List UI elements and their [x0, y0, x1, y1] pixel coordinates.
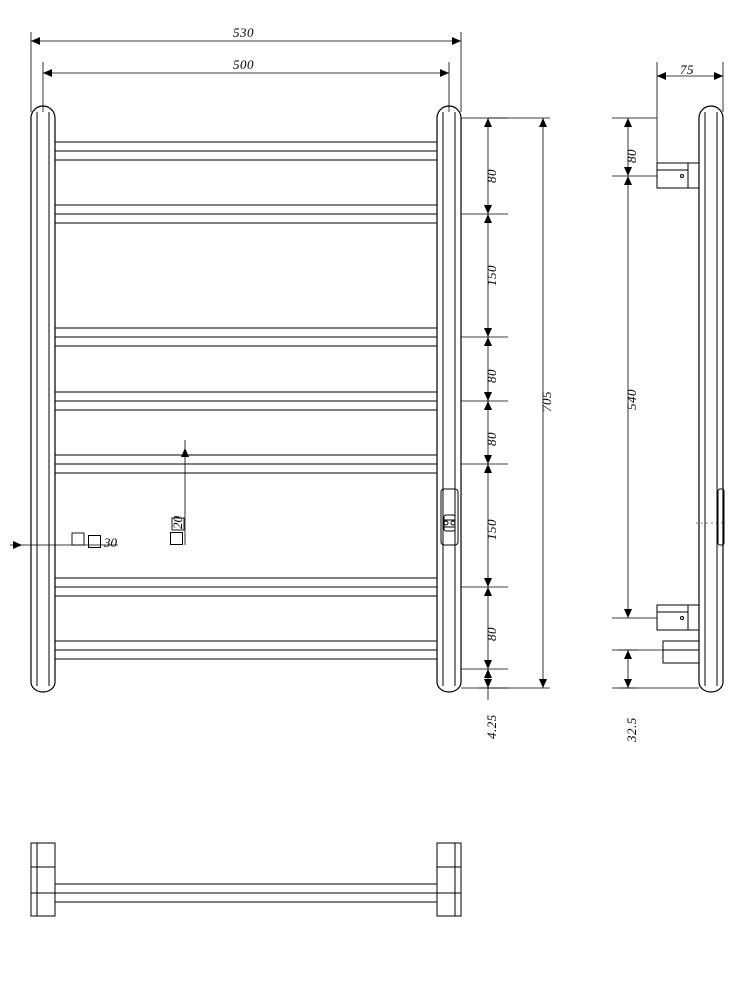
- profile-20-symbol: 20: [170, 516, 186, 545]
- square-symbol-icon: [170, 532, 183, 545]
- dim-label-540: 540: [624, 389, 639, 410]
- dim-label-80-side: 80: [624, 149, 639, 163]
- dim-label-705: 705: [539, 391, 554, 412]
- front-view-dimensions: [10, 32, 550, 700]
- dim-label-150-2: 150: [484, 519, 499, 540]
- dim-label-500: 500: [233, 57, 254, 72]
- profile-30-symbol: 30: [88, 535, 117, 551]
- dim-label-530: 530: [233, 25, 254, 40]
- dim-label-75: 75: [680, 62, 694, 77]
- dim-label-32-5: 32.5: [624, 717, 639, 742]
- dim-label-80-4: 80: [484, 627, 499, 641]
- square-symbol-icon: [88, 535, 101, 548]
- side-view: [657, 106, 726, 692]
- dim-label-4-25: 4.25: [484, 714, 499, 739]
- dim-label-80-3: 80: [484, 432, 499, 446]
- top-view: [31, 843, 461, 916]
- front-view: [31, 106, 461, 692]
- dim-label-80-2: 80: [484, 369, 499, 383]
- dim-label-80-1: 80: [484, 169, 499, 183]
- dim-label-150-1: 150: [484, 265, 499, 286]
